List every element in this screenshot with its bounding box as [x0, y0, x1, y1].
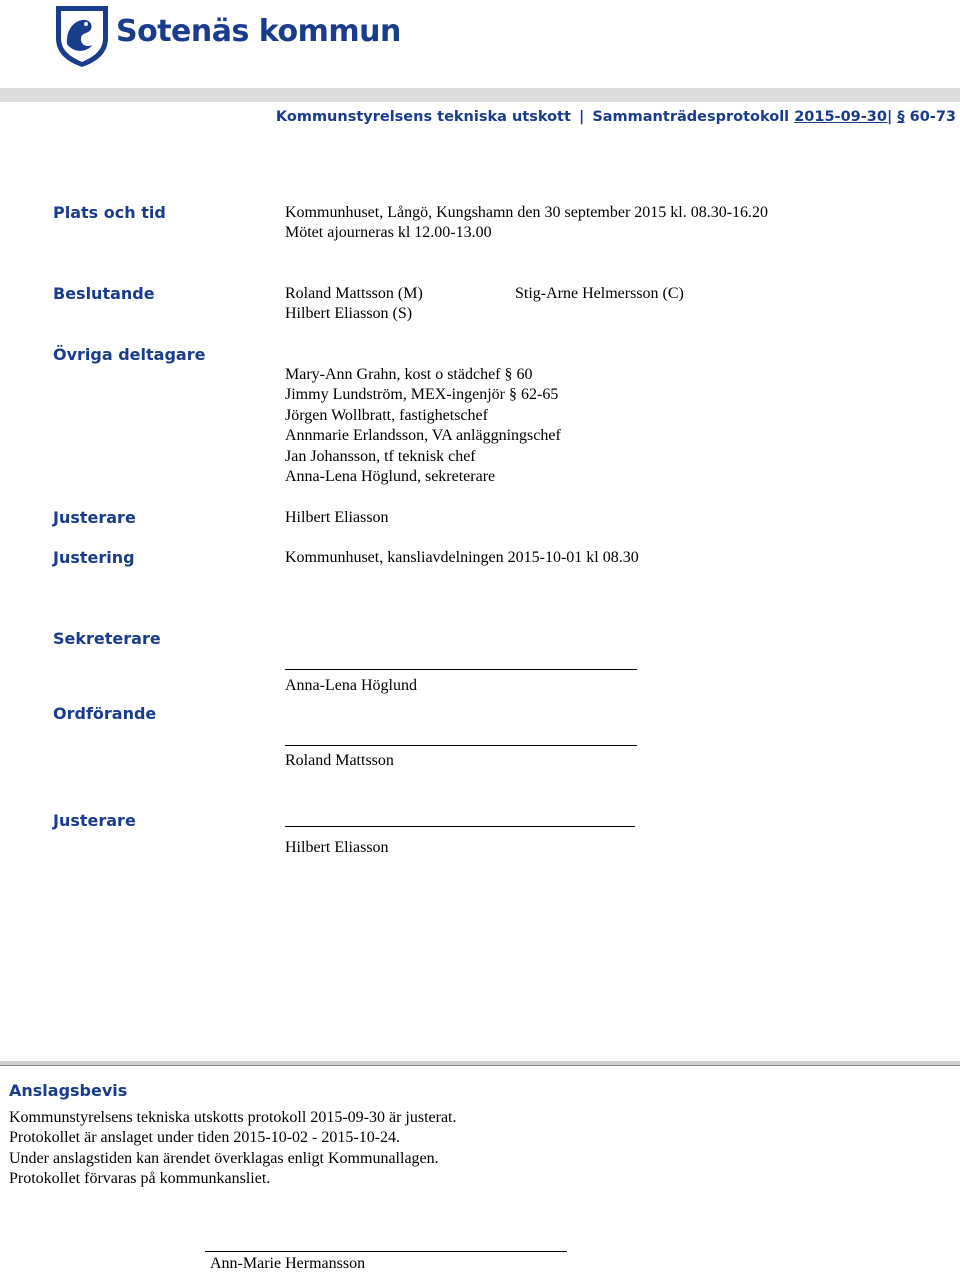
signature-line [285, 745, 637, 746]
others-label: Övriga deltagare [53, 345, 206, 364]
separator: | [578, 109, 585, 125]
notice-title: Anslagsbevis [9, 1081, 128, 1100]
adjusting-label: Justering [53, 548, 135, 567]
brand-name: Sotenäs kommun [116, 14, 401, 49]
signature-line [285, 669, 637, 670]
participant: Jörgen Wollbratt, fastighetschef [285, 406, 488, 424]
adjusting-text: Kommunhuset, kansliavdelningen 2015-10-01 kl 08.30 [285, 549, 639, 566]
municipality-logo [52, 4, 112, 68]
header-divider [0, 88, 960, 102]
participant: Jimmy Lundström, MEX-ingenjör § 62-65 [285, 386, 559, 404]
chair-name: Roland Mattsson [285, 752, 394, 769]
notice-line: Protokollet är anslaget under tiden 2015-10-02 - 2015-10-24. [9, 1129, 401, 1147]
committee-name: Kommunstyrelsens tekniska utskott [275, 109, 571, 125]
decision-member: Roland Mattsson (M) [285, 285, 423, 302]
secretary-name: Anna-Lena Höglund [285, 677, 417, 694]
adjuster-name: Hilbert Eliasson [285, 509, 389, 526]
decision-label: Beslutande [53, 284, 155, 303]
participant: Anna-Lena Höglund, sekreterare [285, 468, 496, 485]
adjourn-text: Mötet ajourneras kl 12.00-13.00 [285, 224, 492, 241]
document-type: Sammanträdesprotokoll [592, 109, 790, 125]
notice-line: Under anslagstiden kan ärendet överklagas enligt Kommunallagen. [9, 1149, 439, 1167]
notice-line: Kommunstyrelsens tekniska utskotts protokoll 2015-09-30 är justerat. [9, 1109, 457, 1126]
decision-member: Stig-Arne Helmersson (C) [515, 285, 684, 302]
participant: Annmarie Erlandsson, VA anläggningschef [285, 427, 561, 445]
meeting-date: 2015-09-30 [794, 109, 887, 125]
notice-line: Protokollet förvaras på kommunkansliet. [9, 1170, 271, 1188]
paragraph-range: 60-73 [909, 109, 956, 125]
separator: | [886, 109, 893, 125]
participant: Jan Johansson, tf teknisk chef [285, 447, 476, 465]
paragraph-symbol: § [897, 109, 905, 125]
participant: Mary-Ann Grahn, kost o städchef § 60 [285, 366, 533, 383]
signature-line [285, 826, 635, 827]
place-label: Plats och tid [53, 203, 166, 222]
sig-adjuster-label: Justerare [53, 811, 136, 830]
signature-line [205, 1251, 567, 1252]
section-divider [0, 1065, 960, 1066]
sig-adjuster-name: Hilbert Eliasson [285, 839, 389, 856]
notice-signer: Ann-Marie Hermansson [210, 1255, 366, 1272]
secretary-label: Sekreterare [53, 629, 161, 648]
chair-label: Ordförande [53, 704, 157, 723]
document-header [276, 109, 956, 125]
place-text: Kommunhuset, Långö, Kungshamn den 30 september 2015 kl. 08.30-16.20 [285, 204, 769, 221]
decision-member: Hilbert Eliasson (S) [285, 305, 413, 322]
adjuster-label: Justerare [53, 508, 136, 527]
